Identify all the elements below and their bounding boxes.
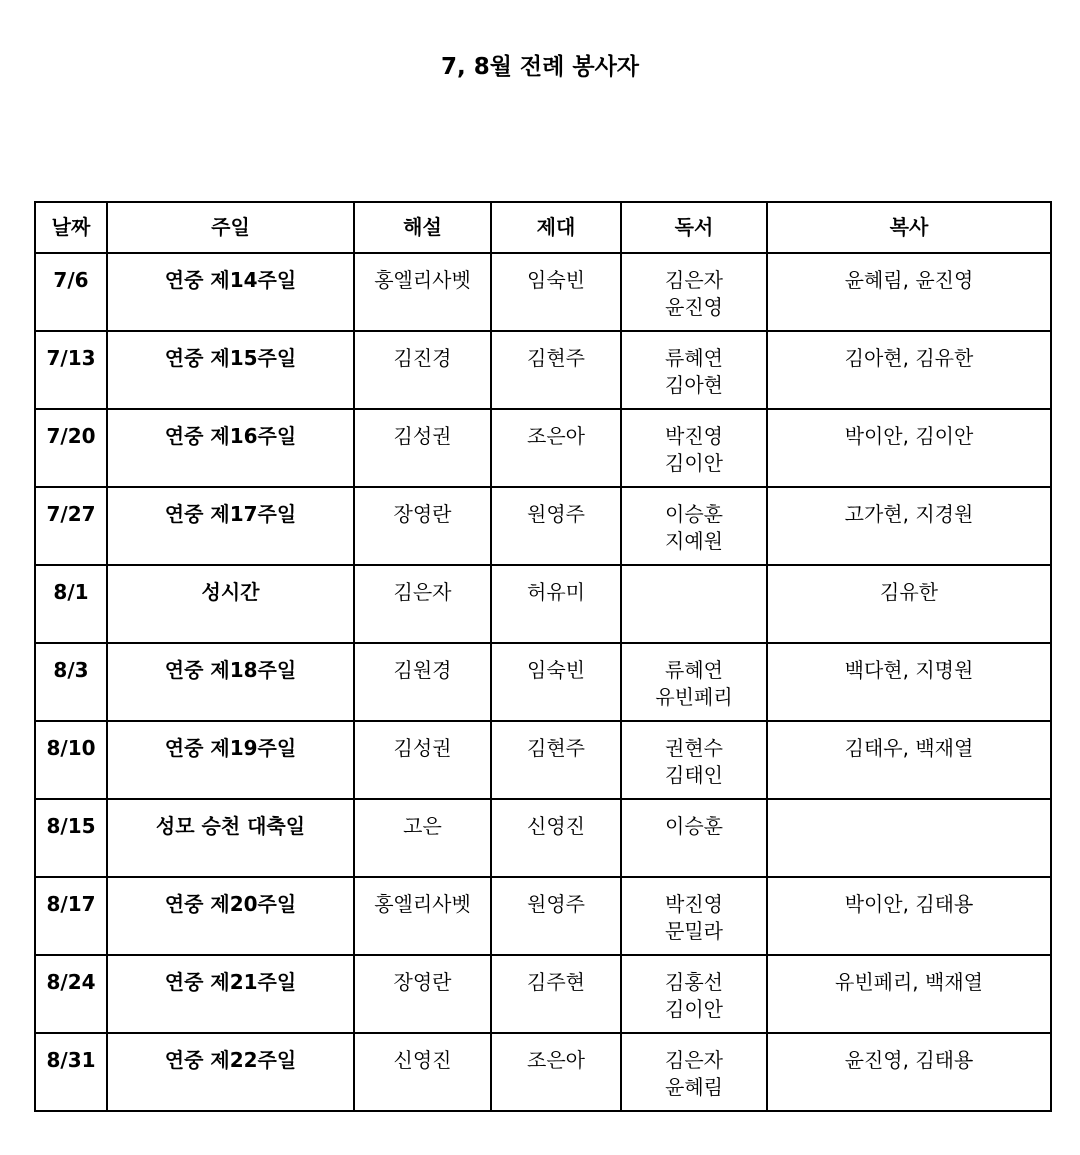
- header-readers: 독서: [621, 202, 767, 253]
- altar-cell: 임숙빈: [527, 268, 585, 292]
- altar-cell: 조은아: [527, 424, 585, 448]
- commentator-cell: 홍엘리사벳: [374, 892, 471, 916]
- altar-cell: 조은아: [527, 1048, 585, 1072]
- sunday-cell: 연중 제17주일: [164, 502, 297, 526]
- date-cell: 7/27: [46, 502, 96, 526]
- reader-name: 이승훈: [665, 502, 723, 526]
- servers-cell: 백다현, 지명원: [844, 658, 974, 682]
- commentator-cell: 고은: [403, 814, 442, 838]
- sunday-cell: 연중 제20주일: [164, 892, 297, 916]
- readers-cell: [622, 332, 766, 399]
- date-cell: 7/6: [53, 268, 89, 292]
- header-commentator: 해설: [354, 202, 491, 253]
- date-cell: 8/17: [46, 892, 96, 916]
- sunday-cell: 연중 제22주일: [164, 1048, 297, 1072]
- servers-cell: 윤진영, 김태용: [844, 1048, 974, 1072]
- servers-cell: 김태우, 백재열: [844, 736, 974, 760]
- readers-cell: [622, 1034, 766, 1101]
- header-sunday: 주일: [107, 202, 354, 253]
- readers-cell: [622, 800, 766, 840]
- table-row: [35, 409, 1051, 487]
- readers-cell: [622, 644, 766, 711]
- servers-cell: 유빈페리, 백재열: [835, 970, 983, 994]
- reader-name: 김은자: [665, 268, 723, 292]
- reader-name: 이승훈: [665, 814, 723, 838]
- reader-name: 류혜연: [665, 658, 723, 682]
- sunday-cell: 연중 제16주일: [164, 424, 297, 448]
- altar-cell: 김주현: [527, 970, 585, 994]
- servers-cell: 고가현, 지경원: [844, 502, 974, 526]
- reader-name: 류혜연: [665, 346, 723, 370]
- readers-cell: [622, 254, 766, 321]
- schedule-table: [34, 201, 1052, 1112]
- sunday-cell: 연중 제15주일: [164, 346, 297, 370]
- reader-name: 김아현: [665, 373, 723, 397]
- header-servers: 복사: [767, 202, 1051, 253]
- date-cell: 8/24: [46, 970, 96, 994]
- sunday-cell: 연중 제18주일: [164, 658, 297, 682]
- reader-name: 윤혜림: [665, 1075, 723, 1099]
- sunday-cell: 성모 승천 대축일: [155, 814, 306, 838]
- reader-name: 박진영: [665, 892, 723, 916]
- servers-cell: 윤혜림, 윤진영: [844, 268, 974, 292]
- servers-cell: 김유한: [880, 580, 938, 604]
- date-cell: 8/31: [46, 1048, 96, 1072]
- commentator-cell: 장영란: [393, 502, 452, 526]
- servers-cell: 박이안, 김이안: [844, 424, 974, 448]
- readers-cell: [622, 488, 766, 555]
- table-row: [35, 955, 1051, 1033]
- commentator-cell: 김성권: [393, 424, 452, 448]
- altar-cell: 김현주: [527, 346, 585, 370]
- commentator-cell: 김성권: [393, 736, 452, 760]
- altar-cell: 원영주: [527, 892, 585, 916]
- altar-cell: 임숙빈: [527, 658, 585, 682]
- reader-name: 김이안: [665, 997, 723, 1021]
- reader-name: 김태인: [665, 763, 723, 787]
- reader-name: 윤진영: [665, 295, 723, 319]
- readers-cell: [622, 722, 766, 789]
- servers-cell: [768, 800, 1050, 813]
- commentator-cell: 김은자: [393, 580, 452, 604]
- reader-name: 김은자: [665, 1048, 723, 1072]
- table-row: [35, 799, 1051, 877]
- servers-cell: 김아현, 김유한: [844, 346, 974, 370]
- readers-cell: [622, 410, 766, 477]
- table-row: [35, 721, 1051, 799]
- reader-name: 김홍선: [665, 970, 723, 994]
- table-row: [35, 643, 1051, 721]
- reader-name: 김이안: [665, 451, 723, 475]
- sunday-cell: 연중 제19주일: [164, 736, 297, 760]
- reader-name: 문밀라: [665, 919, 723, 943]
- date-cell: 7/13: [46, 346, 96, 370]
- date-cell: 7/20: [46, 424, 96, 448]
- commentator-cell: 홍엘리사벳: [374, 268, 471, 292]
- sunday-cell: 성시간: [201, 580, 260, 604]
- altar-cell: 원영주: [527, 502, 585, 526]
- sunday-cell: 연중 제14주일: [164, 268, 297, 292]
- table-row: [35, 565, 1051, 643]
- commentator-cell: 김진경: [393, 346, 452, 370]
- altar-cell: 신영진: [527, 814, 585, 838]
- header-row: [35, 202, 1051, 253]
- table-row: [35, 1033, 1051, 1111]
- sunday-cell: 연중 제21주일: [164, 970, 297, 994]
- readers-cell: [622, 566, 766, 579]
- table-row: [35, 487, 1051, 565]
- readers-cell: [622, 878, 766, 945]
- altar-cell: 김현주: [527, 736, 585, 760]
- commentator-cell: 장영란: [393, 970, 452, 994]
- reader-name: 권현수: [665, 736, 723, 760]
- reader-name: 지예원: [665, 529, 723, 553]
- date-cell: 8/3: [53, 658, 89, 682]
- altar-cell: 허유미: [527, 580, 585, 604]
- commentator-cell: 김원경: [393, 658, 452, 682]
- servers-cell: 박이안, 김태용: [844, 892, 974, 916]
- page-title: 7, 8월 전례 봉사자: [440, 54, 640, 80]
- date-cell: 8/10: [46, 736, 96, 760]
- table-row: [35, 877, 1051, 955]
- header-altar: 제대: [491, 202, 621, 253]
- header-date: 날짜: [35, 202, 107, 253]
- table-row: [35, 331, 1051, 409]
- commentator-cell: 신영진: [393, 1048, 452, 1072]
- date-cell: 8/1: [53, 580, 89, 604]
- date-cell: 8/15: [46, 814, 96, 838]
- readers-cell: [622, 956, 766, 1023]
- table-row: [35, 253, 1051, 331]
- reader-name: 유빈페리: [655, 685, 733, 709]
- reader-name: 박진영: [665, 424, 723, 448]
